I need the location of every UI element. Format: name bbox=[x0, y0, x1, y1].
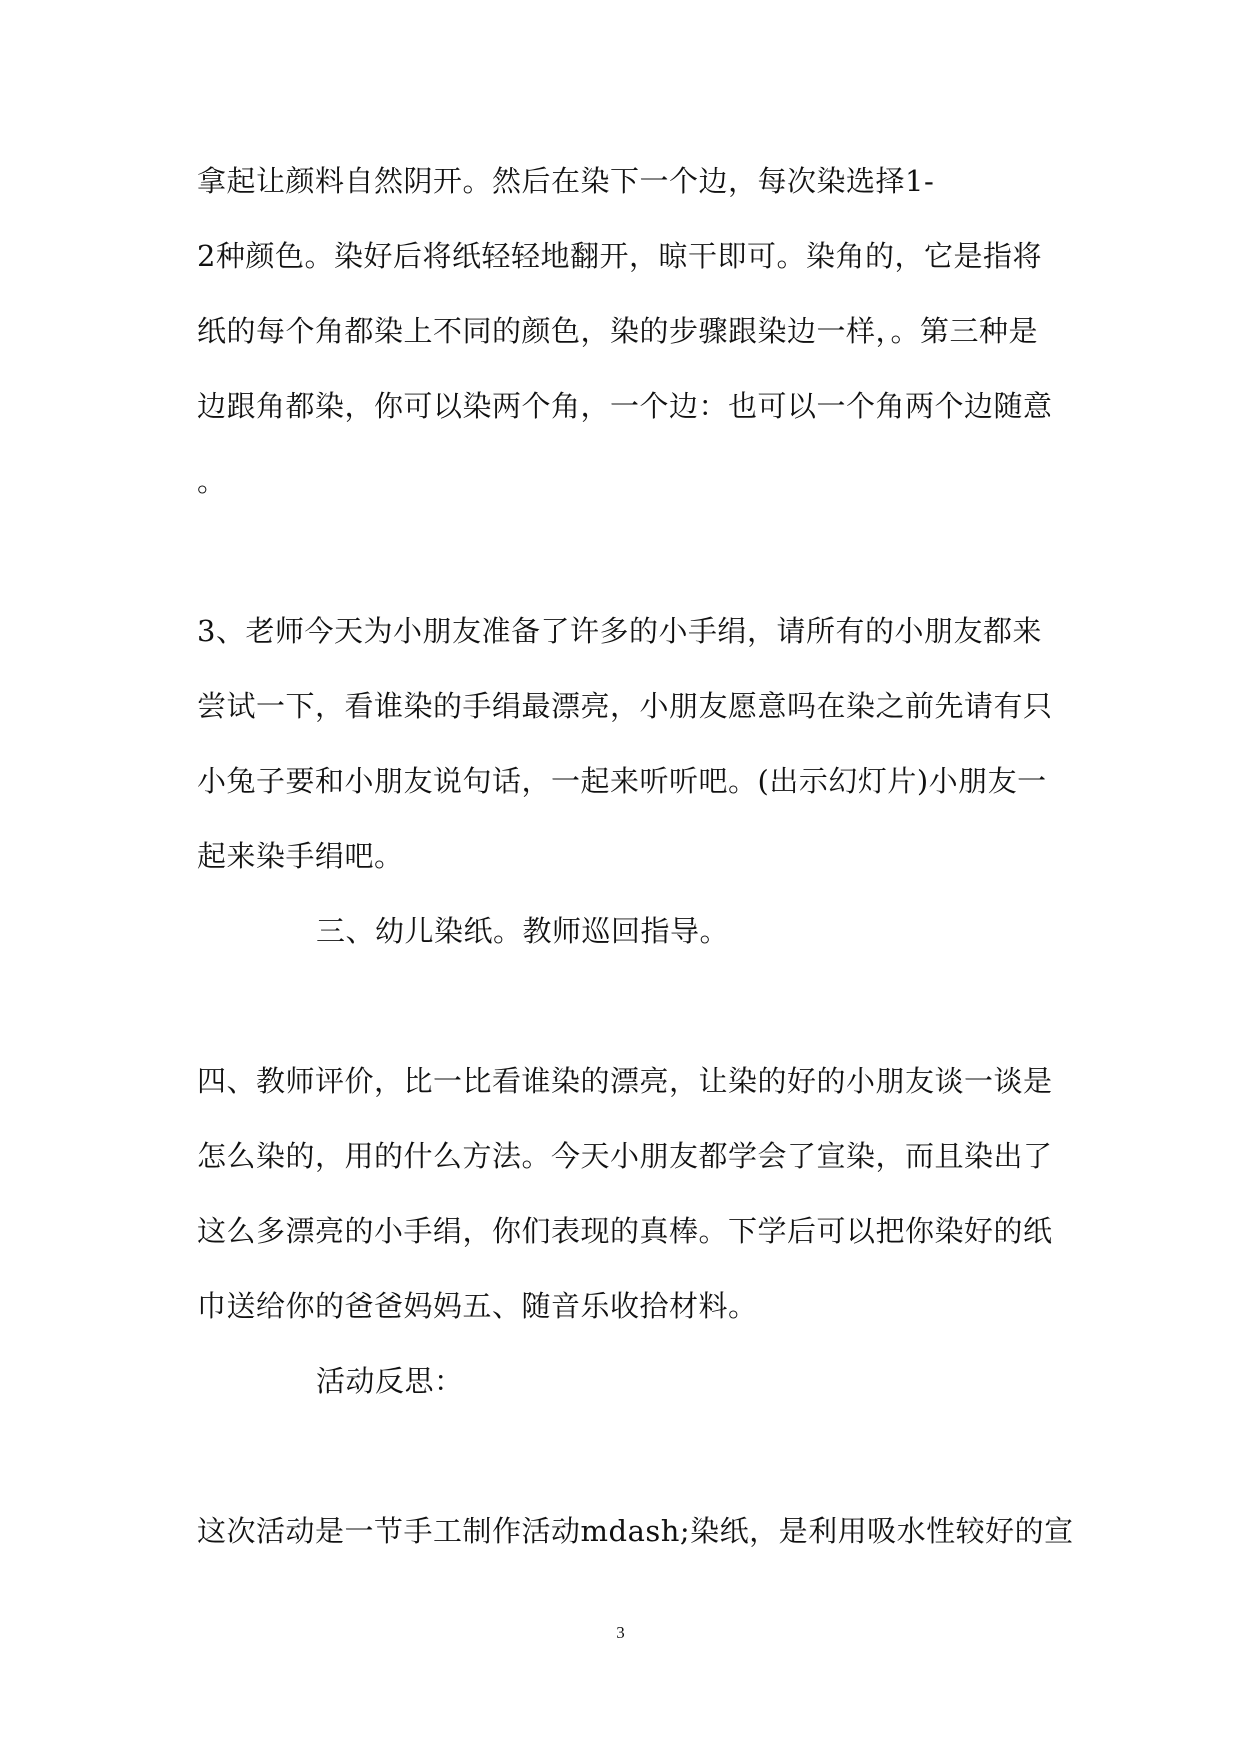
section-heading-3: 三、幼儿染纸。教师巡回指导。 bbox=[316, 914, 730, 948]
text-line-7: 尝试一下，看谁染的手绢最漂亮，小朋友愿意吗在染之前先请有只 bbox=[197, 689, 1053, 723]
page-number: 3 bbox=[616, 1623, 625, 1642]
text-line-9: 起来染手绢吧。 bbox=[197, 839, 404, 873]
text-line-8: 小兔子要和小朋友说句话，一起来听听吧。(出示幻灯片)小朋友一 bbox=[197, 764, 1047, 798]
reflection-heading: 活动反思： bbox=[316, 1364, 464, 1398]
text-line-11: 四、教师评价，比一比看谁染的漂亮，让染的好的小朋友谈一谈是 bbox=[197, 1064, 1053, 1098]
text-line-14: 巾送给你的爸爸妈妈五、随音乐收拾材料。 bbox=[197, 1289, 758, 1323]
text-line-12: 怎么染的，用的什么方法。今天小朋友都学会了宣染，而且染出了 bbox=[197, 1139, 1053, 1173]
text-line-5: 。 bbox=[197, 464, 227, 498]
text-line-6: 3、老师今天为小朋友准备了许多的小手绢，请所有的小朋友都来 bbox=[197, 614, 1042, 648]
text-line-4: 边跟角都染，你可以染两个角，一个边：也可以一个角两个边随意 bbox=[197, 389, 1053, 423]
text-line-3: 纸的每个角都染上不同的颜色，染的步骤跟染边一样，。第三种是 bbox=[197, 314, 1039, 348]
text-line-1: 拿起让颜料自然阴开。然后在染下一个边，每次染选择1- bbox=[197, 164, 935, 198]
text-line-13: 这么多漂亮的小手绢，你们表现的真棒。下学后可以把你染好的纸 bbox=[197, 1214, 1053, 1248]
text-line-16: 这次活动是一节手工制作活动mdash;染纸，是利用吸水性较好的宣 bbox=[197, 1514, 1074, 1548]
text-line-2: 2种颜色。染好后将纸轻轻地翻开，晾干即可。染角的，它是指将 bbox=[197, 239, 1042, 273]
